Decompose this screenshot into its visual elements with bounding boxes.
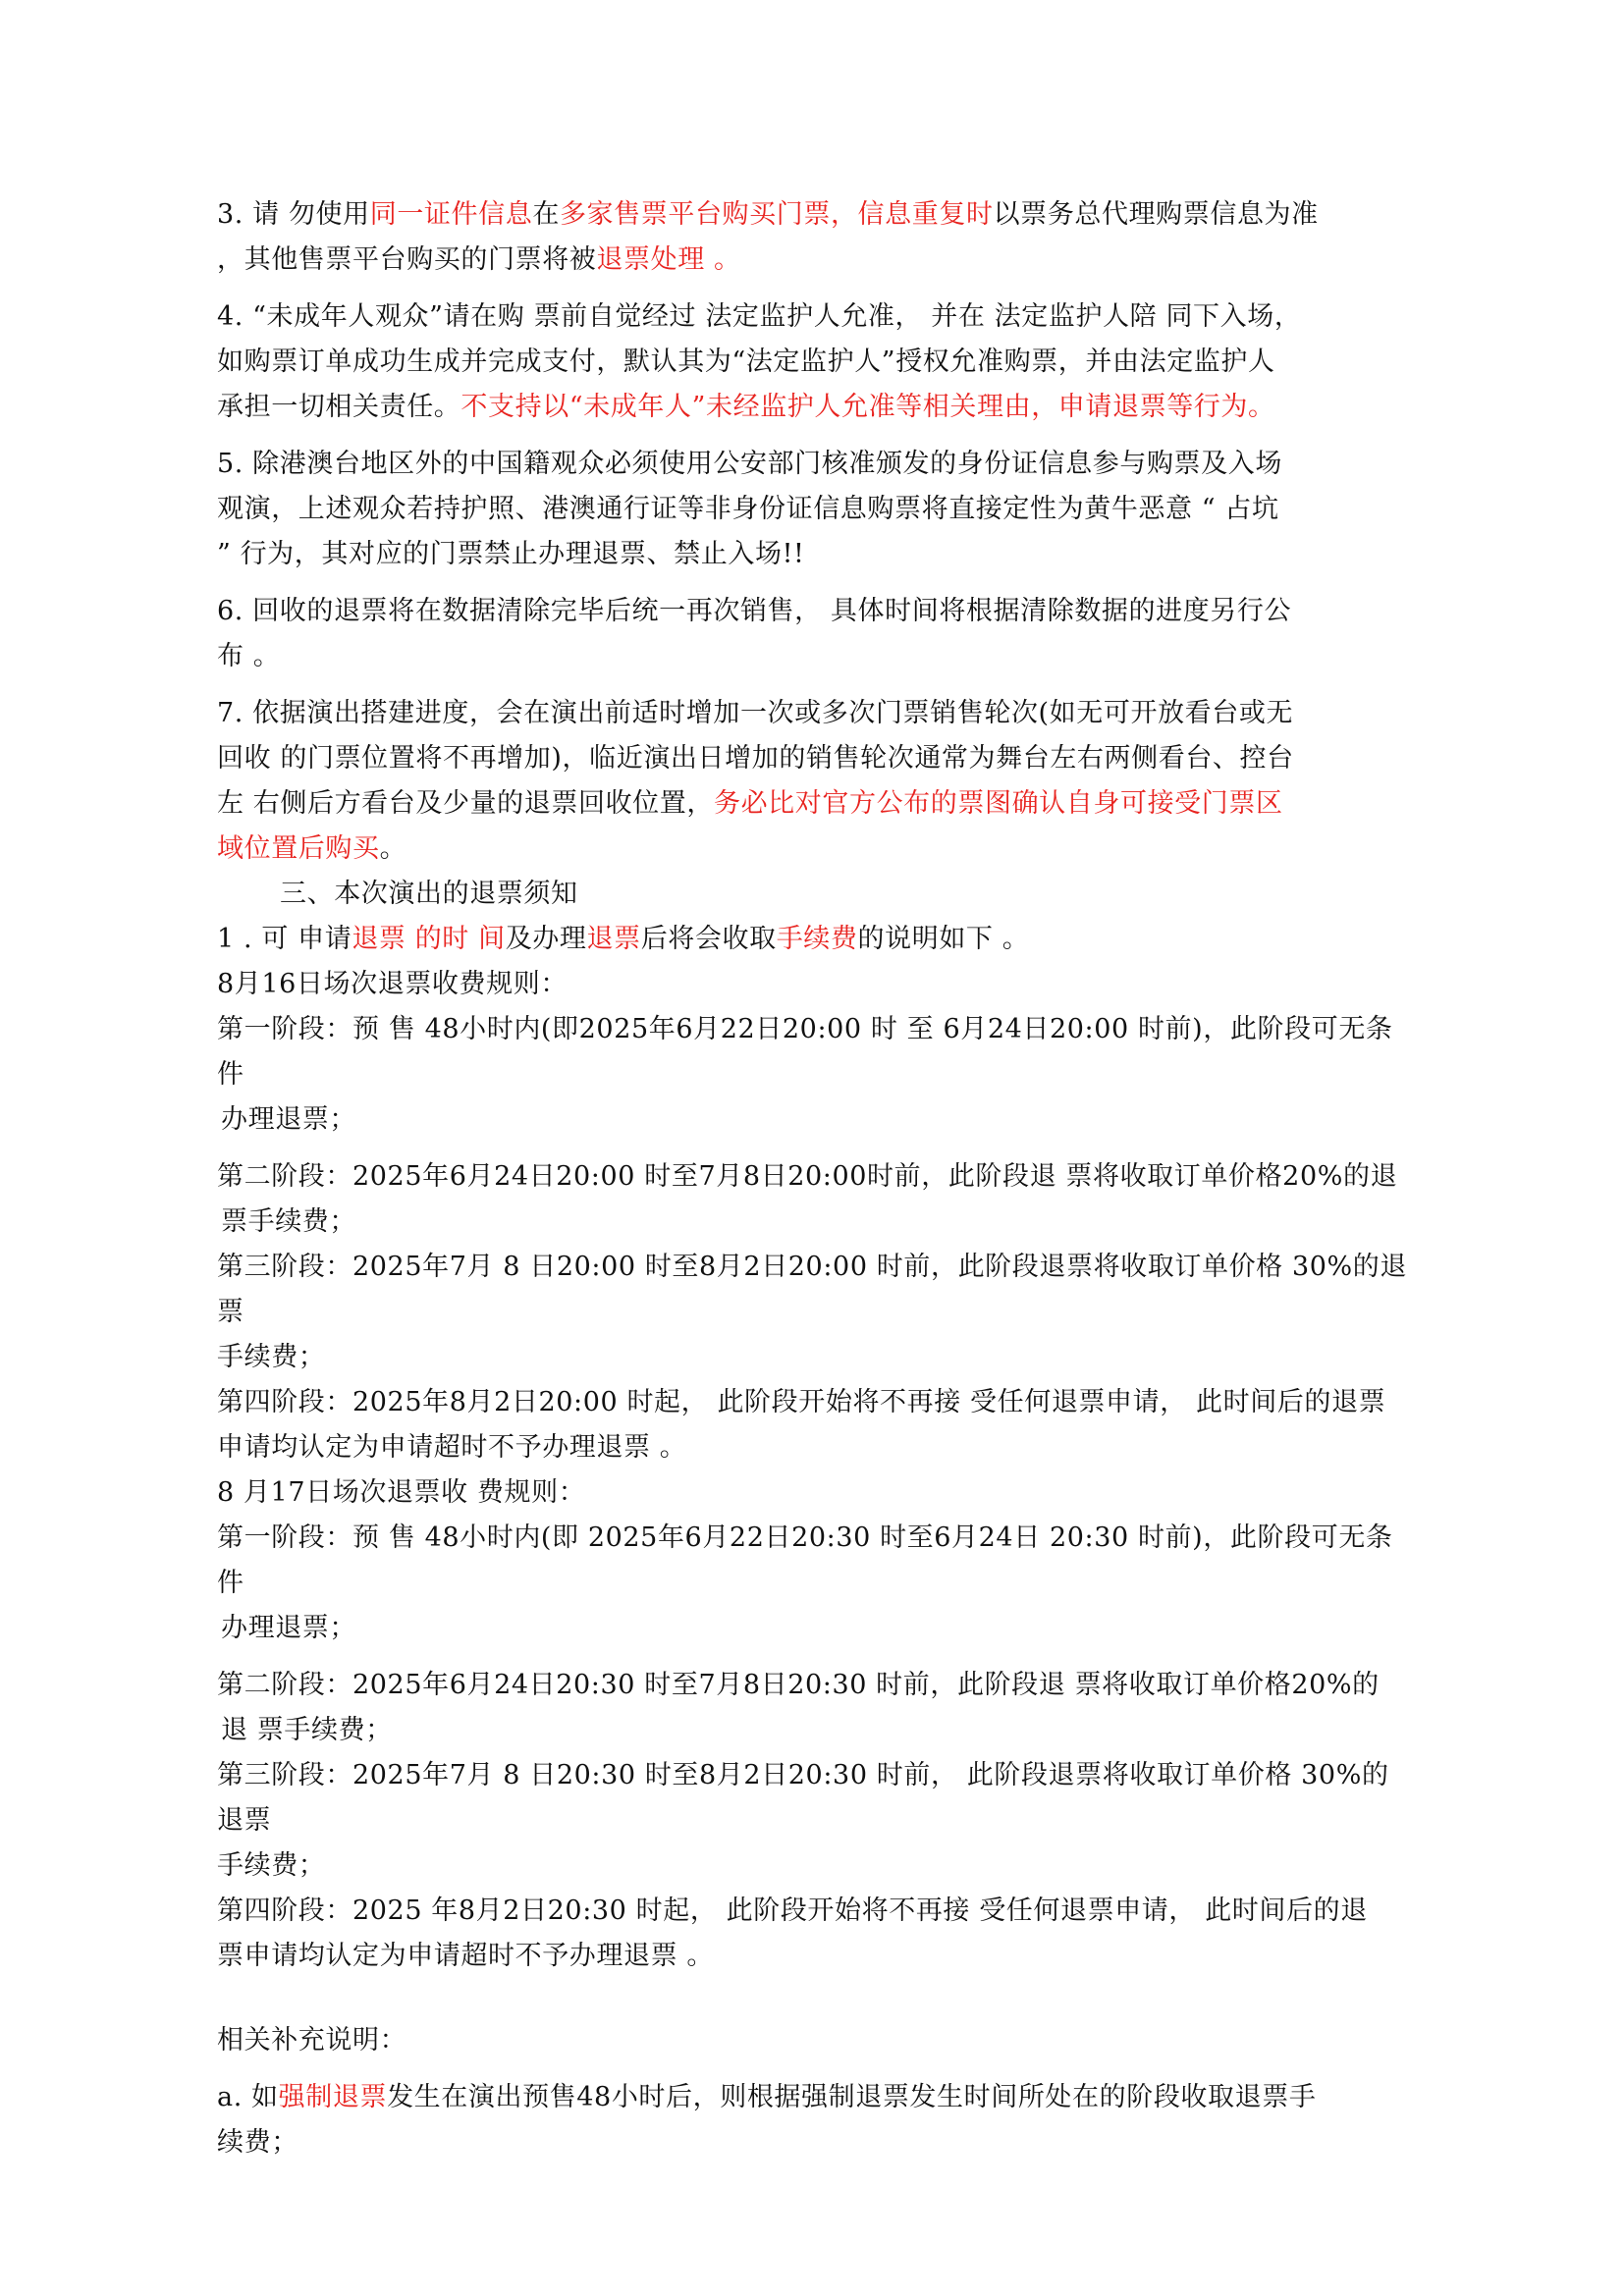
highlight-text: 域位置后购买 — [217, 833, 380, 864]
paragraph-4 — [217, 294, 1415, 430]
paragraph-line: 5. 除港澳台地区外的中国籍观众必须使用公安部门核准颁发的身份证信息参与购票及入场 — [217, 449, 1282, 479]
document-body — [217, 192, 1415, 2165]
refund-rules-aug17 — [217, 1470, 1415, 1979]
text: 的说明如下 。 — [857, 924, 1030, 954]
paragraph-line: 如购票订单成功生成并完成支付，默认其为“法定监护人”授权允准购票，并由法定监护人 — [217, 347, 1275, 377]
section-heading: 三、本次演出的退票须知 — [280, 879, 578, 909]
paragraph-line: ” 行为，其对应的门票禁止办理退票、禁止入场!! — [217, 539, 805, 569]
supplement-notes — [217, 2018, 1415, 2165]
highlight-text: 同一证件信息 — [369, 199, 533, 230]
text: 在 — [532, 199, 560, 230]
supplement-title: 相关补充说明： — [217, 2025, 407, 2056]
text: a. 如 — [217, 2082, 279, 2112]
rule-stage-2: 第二阶段：2025年6月24日20:00 时至7月8日20:00时前，此阶段退 票将收取订单价格20%的退 — [217, 1161, 1398, 1192]
highlight-text: 不支持以“未成年人”未经监护人允准等相关理由，申请退票等行为。 — [460, 392, 1275, 422]
refund-intro — [217, 917, 1415, 962]
rule-stage-4: 第四阶段：2025 年8月2日20:30 时起， 此阶段开始将不再接 受任何退票申请， 此时间后的退 — [217, 1896, 1368, 1926]
paragraph-line: 布 。 — [217, 641, 281, 671]
paragraph-5 — [217, 442, 1415, 577]
paragraph-line: 观演，上述观众若持护照、港澳通行证等非身份证信息购票将直接定性为黄牛恶意 “ 占坑 — [217, 494, 1279, 524]
paragraph-3 — [217, 192, 1415, 283]
rule-stage-2-cont: 票手续费； — [221, 1206, 356, 1237]
text: 及办理 — [505, 924, 587, 954]
text: 。 — [379, 833, 407, 864]
paragraph-7 — [217, 691, 1415, 872]
text: 以票务总代理购票信息为准 — [993, 199, 1319, 230]
rule-stage-4-cont: 票申请均认定为申请超时不予办理退票 。 — [217, 1941, 714, 1971]
supplement-line: 续费； — [217, 2127, 298, 2158]
paragraph-6 — [217, 589, 1415, 679]
text: ，其他售票平台购买的门票将被 — [217, 244, 597, 275]
rule-stage-1: 第一阶段：预 售 48小时内(即2025年6月22日20:00 时 至 6月24日20:00 时前)，此阶段可无条件 — [217, 1014, 1393, 1090]
highlight-text: 强制退票 — [278, 2082, 388, 2112]
paragraph-line: 回收 的门票位置将不再增加)，临近演出日增加的销售轮次通常为舞台左右两侧看台、控台 — [217, 743, 1294, 774]
rule-stage-3-cont: 手续费； — [217, 1342, 326, 1372]
refund-rules-aug16 — [217, 962, 1415, 1470]
highlight-text: 多家售票平台购买门票，信息重复时 — [559, 199, 994, 230]
rule-stage-1-cont: 办理退票； — [221, 1613, 356, 1643]
text: 承担一切相关责任。 — [217, 392, 461, 422]
highlight-text: 手续费 — [776, 924, 858, 954]
rule-stage-3: 第三阶段：2025年7月 8 日20:30 时至8月2日20:30 时前， 此阶段退票将收取订单价格 30%的退票 — [217, 1760, 1389, 1836]
rule-stage-3: 第三阶段：2025年7月 8 日20:00 时至8月2日20:00 时前，此阶段退票将收取订单价格 30%的退票 — [217, 1252, 1407, 1327]
rule-stage-1-cont: 办理退票； — [221, 1104, 356, 1135]
rules-title: 8 月17日场次退票收 费规则： — [217, 1477, 586, 1508]
rule-stage-4: 第四阶段：2025年8月2日20:00 时起， 此阶段开始将不再接 受任何退票申请， 此时间后的退票 — [217, 1387, 1386, 1417]
text: 1 . 可 申请 — [217, 924, 352, 954]
paragraph-line: 4. “未成年人观众”请在购 票前自觉经过 法定监护人允准， 并在 法定监护人陪 同下入场， — [217, 301, 1302, 332]
text: 后将会收取 — [640, 924, 777, 954]
text: 3. 请 勿使用 — [217, 199, 370, 230]
paragraph-line: 6. 回收的退票将在数据清除完毕后统一再次销售， 具体时间将根据清除数据的进度另行公 — [217, 596, 1292, 626]
paragraph-line: 7. 依据演出搭建进度，会在演出前适时增加一次或多次门票销售轮次(如无可开放看台或无 — [217, 698, 1294, 728]
text: 发生在演出预售48小时后，则根据强制退票发生时间所处在的阶段收取退票手 — [387, 2082, 1317, 2112]
rule-stage-2: 第二阶段：2025年6月24日20:30 时至7月8日20:30 时前，此阶段退 票将收取订单价格20%的 — [217, 1670, 1380, 1700]
rule-stage-1: 第一阶段：预 售 48小时内(即 2025年6月22日20:30 时至6月24日 20:30 时前)，此阶段可无条件 — [217, 1522, 1393, 1598]
rule-stage-2-cont: 退 票手续费； — [221, 1715, 393, 1745]
rules-title: 8月16日场次退票收费规则： — [217, 969, 568, 999]
highlight-text: 退票 的时 间 — [352, 924, 506, 954]
text: 左 右侧后方看台及少量的退票回收位置， — [217, 788, 714, 819]
rule-stage-3-cont: 手续费； — [217, 1850, 326, 1881]
rule-stage-4-cont: 申请均认定为申请超时不予办理退票 。 — [217, 1432, 687, 1463]
highlight-text: 退票处理 。 — [596, 244, 741, 275]
highlight-text: 务必比对官方公布的票图确认自身可接受门票区 — [713, 788, 1283, 819]
highlight-text: 退票 — [586, 924, 641, 954]
